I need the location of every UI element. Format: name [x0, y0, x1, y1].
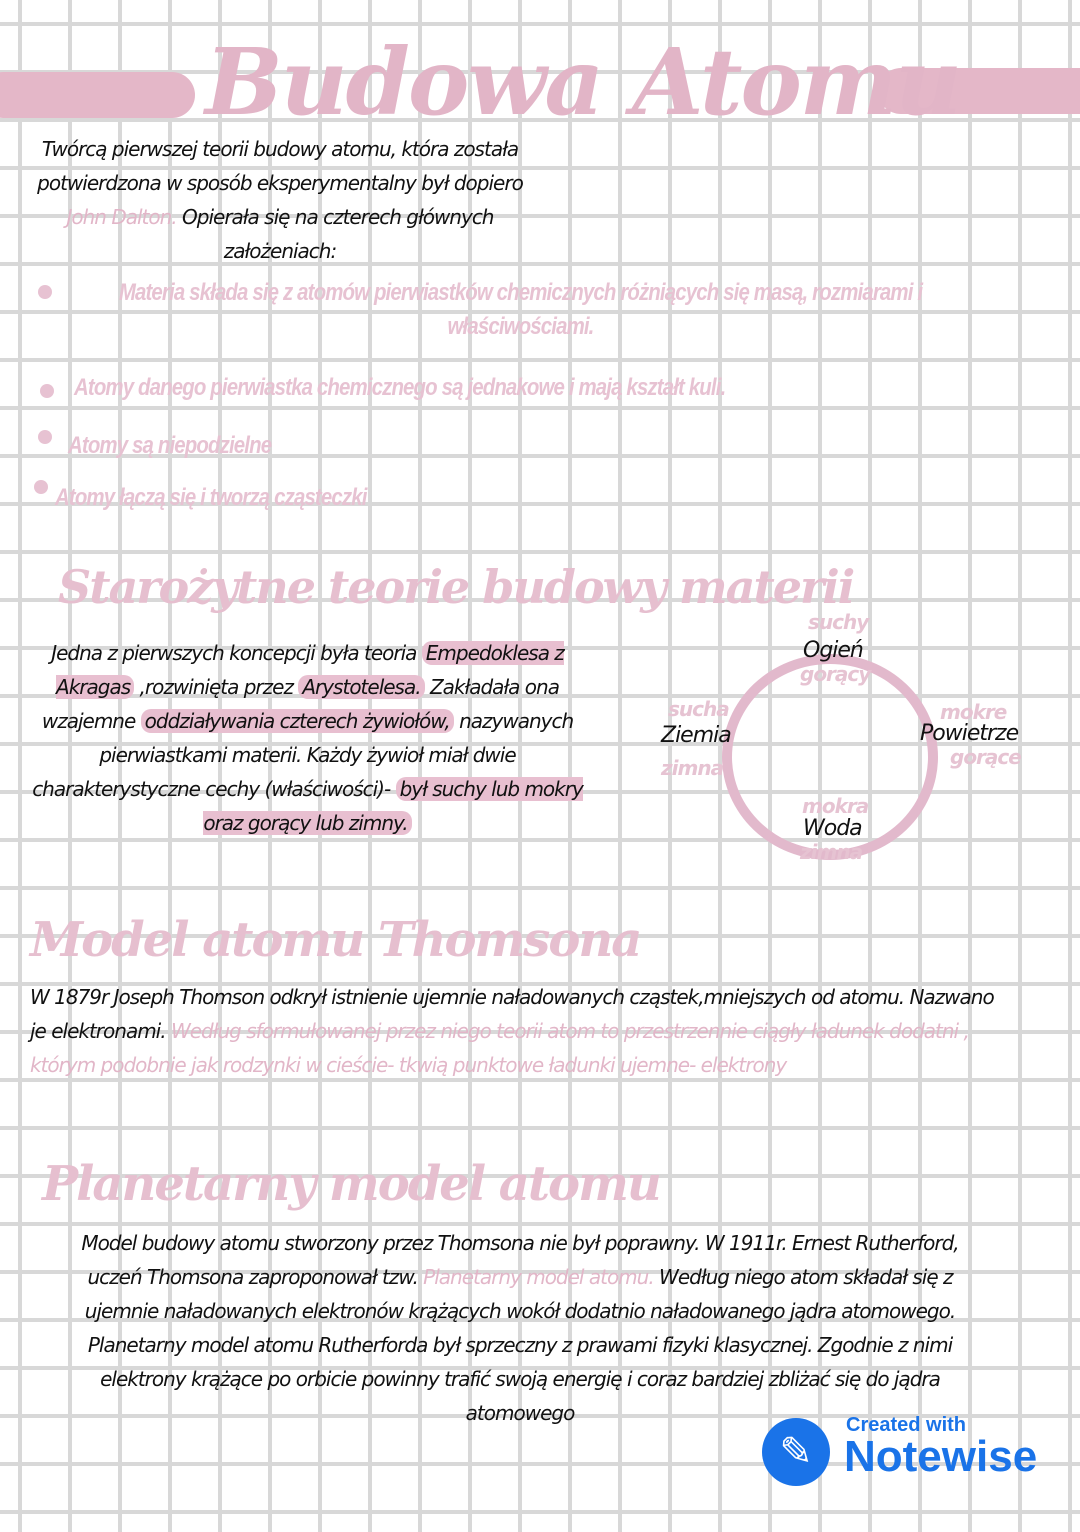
- element-earth: Ziemia: [661, 723, 731, 748]
- list-item: Atomy łączą się i tworzą cząsteczki: [55, 484, 367, 511]
- title-bar-left: [0, 72, 195, 118]
- section-heading-ancient: Starożytne teorie budowy materii: [58, 560, 854, 614]
- list-item: Materia składa się z atomów pierwiastków chemicznych różniących się masą, rozmiarami i właściwościami.: [118, 279, 923, 340]
- bullet-icon: [38, 285, 52, 299]
- bullet-icon: [34, 480, 48, 494]
- dalton-name: John Dalton.: [66, 205, 177, 229]
- section-heading-thomson: Model atomu Thomsona: [30, 912, 641, 968]
- ancient-paragraph: Jedna z pierwszych koncepcji była teoria Empedoklesa z Akragas ,rozwinięta przez Arystotelesa. Zakładała ona wzajemne oddziaływania czterech żywiołów, nazywanych pierwiastkami materii. Każdy żywioł miał dwie charakterystyczne cechy (właściwości)- był suchy lub mokry oraz gorący lub zimny.: [32, 641, 583, 835]
- list-item: Atomy są niepodzielne: [68, 432, 272, 459]
- bullet-icon: [38, 430, 52, 444]
- element-fire: Ogień: [803, 638, 863, 663]
- section-heading-planetary: Planetarny model atomu: [42, 1156, 660, 1212]
- planetary-paragraph: Model budowy atomu stworzony przez Thomsona nie był poprawny. W 1911r. Ernest Rutherford, uczeń Thomsona zaproponował tzw. Planetarny model atomu. Według niego atom składał się z ujemnie naładowanych elektronów krążących wokół dodatnio naładowanego jądra atomowego. Planetarny model atomu Rutherforda był sprzeczny z prawami fizyki klasycznej. Zgodnie z nimi elektrony krążące po orbicie powinny trafić swoją energię i coraz bardziej zbliżać się do jądra atomowego: [81, 1231, 959, 1425]
- element-water: Woda: [803, 816, 862, 841]
- bullet-icon: [40, 384, 54, 398]
- intro-paragraph: Twórcą pierwszej teorii budowy atomu, która została potwierdzona w sposób eksperymentalny był dopiero John Dalton. Opierała się na czterech głównych założeniach:: [37, 137, 523, 263]
- page-title: Budowa Atomu: [205, 28, 961, 136]
- thomson-paragraph: W 1879r Joseph Thomson odkrył istnienie ujemnie naładowanych cząstek,mniejszych od atomu. Nazwano je elektronami. Według sformułowanej przez niego teorii atom to przestrzennie ciągły ładunek dodatni , którym podobnie jak rodzynki w cieście- tkwią punktowe ładunki ujemne- elektrony: [30, 985, 994, 1077]
- element-air: Powietrze: [920, 721, 1019, 746]
- list-item: Atomy danego pierwiastka chemicznego są jednakowe i mają kształt kuli.: [74, 374, 726, 401]
- notewise-badge[interactable]: ✎ Created with Notewise: [762, 1414, 1052, 1488]
- pencil-icon: ✎: [762, 1418, 830, 1486]
